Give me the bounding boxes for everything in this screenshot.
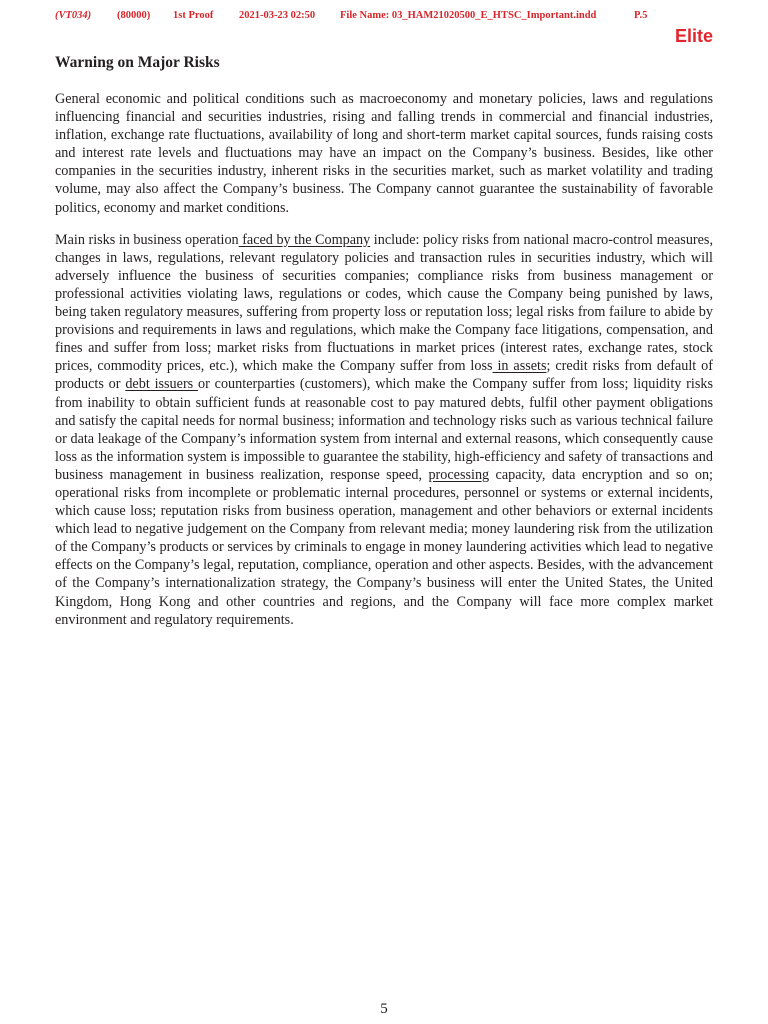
text-run: include: policy risks from national macro-control measures, changes in laws, regulations, relevant regulatory policies and transaction rules in securities industry, which will adversely influence the business of securities companies; compliance risks from business management or professional activities violating laws, regulations or codes, which cause the Company being punished by laws, being taken regulatory measures, suffering from property loss or reputation loss; legal risks from failure to abide by provisions and requirements in laws and regulations, which make the Company face litigations, compensation, and fines and suffer from loss; market risks from fluctuations in market prices (interest rates, exchange rates, stock prices, commodity prices, etc.), which make the Company suffer from loss <box>55 231 713 375</box>
paragraph: General economic and political conditions such as macroeconomy and monetary policies, laws and regulations influencing financial and securities industries, rising and falling trends in commercial and financial industries, inflation, exchange rate fluctuations, availability of long and short-term market capital sources, funds raising costs and interest rate levels and fluctuations may have an impact on the Company’s business. Besides, like other companies in the securities industry, inherent risks in the securities market, such as market volatility and trading volume, may also affect the Company’s business. The Company cannot guarantee the sustainability of favorable politics, economy and market conditions. <box>55 91 713 216</box>
proof-header <box>55 10 708 26</box>
page-reference: P.5 <box>634 10 648 21</box>
brand-logo: Elite <box>674 26 713 46</box>
underlined-text: faced by the Company <box>238 231 371 248</box>
file-name: File Name: 03_HAM21020500_E_HTSC_Important.indd <box>340 10 597 21</box>
underlined-text: in assets <box>492 358 547 375</box>
underlined-text: debt issuers <box>125 376 199 393</box>
text-run: ; credit risks from default of products or <box>55 358 713 393</box>
paragraph <box>55 231 713 629</box>
underlined-text: processing <box>428 466 490 483</box>
text-run: Main risks in business operation <box>55 231 239 248</box>
section-heading: Warning on Major Risks <box>55 54 220 71</box>
order-number: (80000) <box>117 10 151 21</box>
section-body <box>55 90 713 643</box>
text-run: capacity, data encryption and so on; operational risks from incomplete or problematic internal procedures, personnel or systems or external incidents, which cause loss; reputation risks from business operation, management and other behaviors or external incidents which lead to negative judgement on the Company from relevant media; money laundering risk from the utilization of the Company’s products or services by criminals to engage in money laundering activities which lead to negative effects on the Company’s legal, reputation, compliance, operation and other aspects. Besides, with the advancement of the Company’s internationalization strategy, the Company’s business will enter the United States, the United Kingdom, Hong Kong and other countries and regions, and the Company will face more complex market environment and regulatory requirements. <box>55 466 713 628</box>
page-number: 5 <box>380 1001 388 1017</box>
text-run: or counterparties (customers), which make the Company suffer from loss; liquidity risks from inability to obtain sufficient funds at reasonable cost to pay matured debts, fulfil other payment obligations and satisfy the capital needs for normal business; information and technology risks such as various technical failure or data leakage of the Company’s information system from internal and external reasons, which consequently cause loss as the information system is impossible to guarantee the stability, high-efficiency and safety of transactions and business management in business realization, response speed, <box>55 376 713 483</box>
proof-timestamp: 2021-03-23 02:50 <box>239 10 316 21</box>
proof-label: 1st Proof <box>173 10 214 21</box>
job-code: (VT034) <box>55 10 92 21</box>
